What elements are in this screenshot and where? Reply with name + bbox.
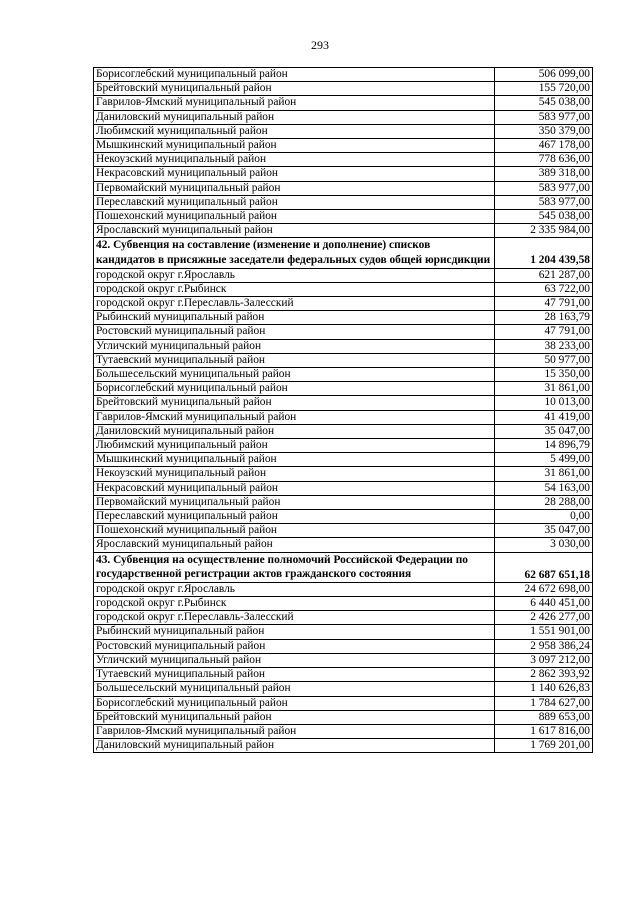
table-row [94,424,593,438]
district-name: Гаврилов-Ямский муниципальный район [94,96,495,110]
table-row [94,96,593,110]
table-row [94,110,593,124]
district-name: Ярославский муниципальный район [94,224,495,238]
district-name: Большесельский муниципальный район [94,682,495,696]
table-row [94,297,593,311]
section-total: 1 204 439,58 [495,238,593,268]
section-title: 42. Субвенция на составление (изменение и дополнение) списков кандидатов в присяжные заседатели федеральных судов общей юрисдикции [94,238,495,268]
table-row [94,524,593,538]
amount-value: 14 896,79 [495,439,593,453]
district-name: Брейтовский муниципальный район [94,396,495,410]
table-row [94,396,593,410]
amount-value: 621 287,00 [495,268,593,282]
table-row [94,467,593,481]
amount-value: 1 617 816,00 [495,724,593,738]
amount-value: 1 784 627,00 [495,696,593,710]
table-row [94,268,593,282]
amount-value: 6 440 451,00 [495,597,593,611]
table-row [94,724,593,738]
amount-value: 583 977,00 [495,181,593,195]
amount-value: 506 099,00 [495,68,593,82]
amount-value: 1 140 626,83 [495,682,593,696]
table-row [94,195,593,209]
table-row [94,153,593,167]
district-name: Некрасовский муниципальный район [94,167,495,181]
amount-value: 31 861,00 [495,382,593,396]
table-row [94,625,593,639]
table-row [94,82,593,96]
table-row [94,382,593,396]
amount-value: 3 030,00 [495,538,593,552]
district-name: Гаврилов-Ямский муниципальный район [94,724,495,738]
section-header-row [94,238,593,268]
table-row [94,339,593,353]
amount-value: 35 047,00 [495,424,593,438]
table-row [94,481,593,495]
district-name: Большесельский муниципальный район [94,368,495,382]
table-row [94,368,593,382]
district-name: Рыбинский муниципальный район [94,311,495,325]
district-name: городской округ г.Переславль-Залесский [94,297,495,311]
amount-value: 583 977,00 [495,110,593,124]
table-row [94,639,593,653]
section-total: 62 687 651,18 [495,552,593,582]
district-name: Некоузский муниципальный район [94,153,495,167]
amount-value: 350 379,00 [495,124,593,138]
amount-value: 2 426 277,00 [495,611,593,625]
amount-value: 47 791,00 [495,325,593,339]
amount-value: 5 499,00 [495,453,593,467]
table-row [94,582,593,596]
amount-value: 54 163,00 [495,481,593,495]
page-number: 293 [311,38,329,52]
district-name: Некрасовский муниципальный район [94,481,495,495]
amount-value: 24 672 698,00 [495,582,593,596]
district-name: Даниловский муниципальный район [94,110,495,124]
district-name: Любимский муниципальный район [94,439,495,453]
amount-value: 1 769 201,00 [495,739,593,753]
district-name: Рыбинский муниципальный район [94,625,495,639]
table-row [94,439,593,453]
district-name: Мышкинский муниципальный район [94,139,495,153]
district-name: Борисоглебский муниципальный район [94,696,495,710]
table-row [94,495,593,509]
amount-value: 1 551 901,00 [495,625,593,639]
table-row [94,696,593,710]
amount-value: 889 653,00 [495,710,593,724]
table-row [94,167,593,181]
table-row [94,668,593,682]
amount-value: 28 288,00 [495,495,593,509]
table-row [94,139,593,153]
section-title: 43. Субвенция на осуществление полномочий Российской Федерации по государственной регистрации актов гражданского состояния [94,552,495,582]
district-name: городской округ г.Рыбинск [94,282,495,296]
district-name: Некоузский муниципальный район [94,467,495,481]
district-name: Даниловский муниципальный район [94,739,495,753]
table-row [94,353,593,367]
district-name: Тутаевский муниципальный район [94,353,495,367]
table-row [94,538,593,552]
amount-value: 31 861,00 [495,467,593,481]
amount-value: 47 791,00 [495,297,593,311]
table-row [94,68,593,82]
district-name: Даниловский муниципальный район [94,424,495,438]
district-name: Гаврилов-Ямский муниципальный район [94,410,495,424]
district-name: Ростовский муниципальный район [94,325,495,339]
table-row [94,210,593,224]
table-row [94,325,593,339]
district-name: Пошехонский муниципальный район [94,210,495,224]
amount-value: 467 178,00 [495,139,593,153]
amount-value: 545 038,00 [495,96,593,110]
amount-value: 2 335 984,00 [495,224,593,238]
table-body [94,68,593,753]
district-name: Тутаевский муниципальный район [94,668,495,682]
district-name: Любимский муниципальный район [94,124,495,138]
district-name: городской округ г.Переславль-Залесский [94,611,495,625]
district-name: Брейтовский муниципальный район [94,82,495,96]
district-name: Брейтовский муниципальный район [94,710,495,724]
section-header-row [94,552,593,582]
district-name: городской округ г.Ярославль [94,268,495,282]
district-name: городской округ г.Рыбинск [94,597,495,611]
district-name: Первомайский муниципальный район [94,495,495,509]
amount-value: 0,00 [495,510,593,524]
district-name: Пошехонский муниципальный район [94,524,495,538]
district-name: Первомайский муниципальный район [94,181,495,195]
amount-value: 389 318,00 [495,167,593,181]
district-name: городской округ г.Ярославль [94,582,495,596]
table-row [94,611,593,625]
table-row [94,224,593,238]
amount-value: 41 419,00 [495,410,593,424]
table-row [94,597,593,611]
district-name: Переславский муниципальный район [94,195,495,209]
amount-value: 3 097 212,00 [495,653,593,667]
amount-value: 38 233,00 [495,339,593,353]
amount-value: 10 013,00 [495,396,593,410]
table-row [94,710,593,724]
subvention-table [93,67,593,753]
table-row [94,311,593,325]
amount-value: 35 047,00 [495,524,593,538]
amount-value: 15 350,00 [495,368,593,382]
table-row [94,282,593,296]
amount-value: 28 163,79 [495,311,593,325]
table-row [94,510,593,524]
table-row [94,653,593,667]
district-name: Угличский муниципальный район [94,653,495,667]
district-name: Ярославский муниципальный район [94,538,495,552]
amount-value: 63 722,00 [495,282,593,296]
table-row [94,181,593,195]
district-name: Борисоглебский муниципальный район [94,68,495,82]
amount-value: 545 038,00 [495,210,593,224]
table-row [94,410,593,424]
amount-value: 778 636,00 [495,153,593,167]
district-name: Ростовский муниципальный район [94,639,495,653]
district-name: Переславский муниципальный район [94,510,495,524]
table-row [94,124,593,138]
table-row [94,453,593,467]
amount-value: 583 977,00 [495,195,593,209]
district-name: Борисоглебский муниципальный район [94,382,495,396]
district-name: Мышкинский муниципальный район [94,453,495,467]
table-row [94,682,593,696]
district-name: Угличский муниципальный район [94,339,495,353]
amount-value: 155 720,00 [495,82,593,96]
amount-value: 2 862 393,92 [495,668,593,682]
amount-value: 2 958 386,24 [495,639,593,653]
table-row [94,739,593,753]
amount-value: 50 977,00 [495,353,593,367]
